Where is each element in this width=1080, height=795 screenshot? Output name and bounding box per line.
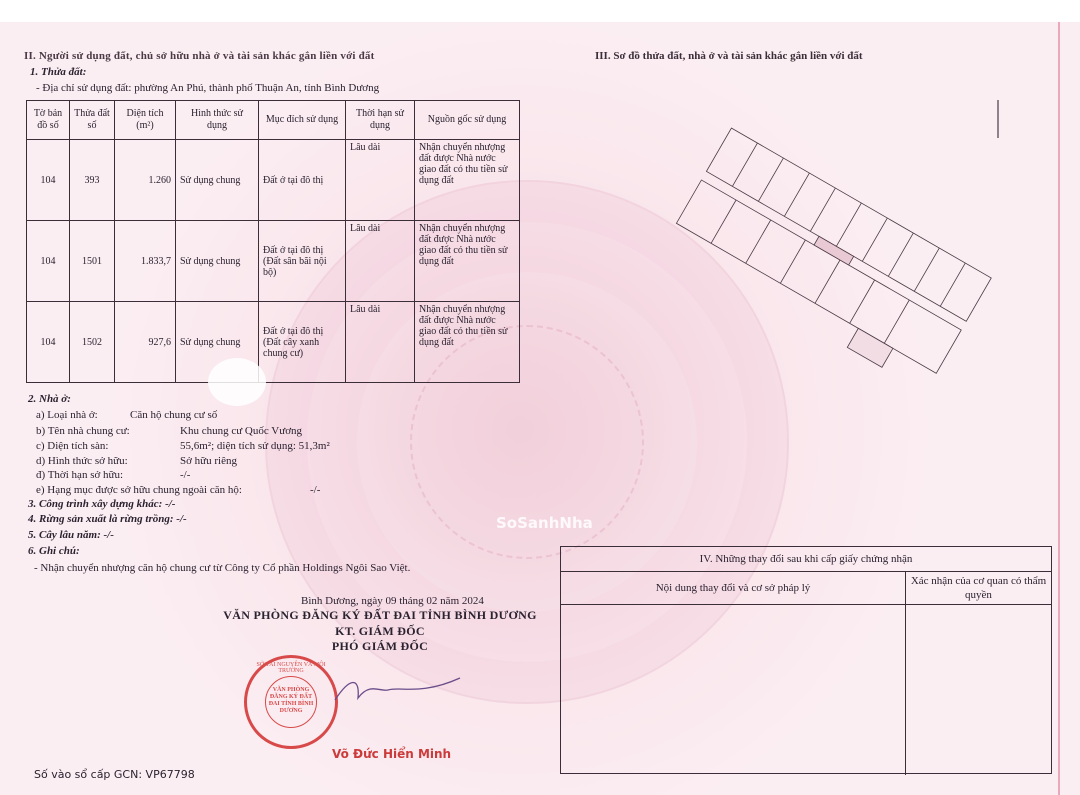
floor-area-value: 55,6m²; diện tích sử dụng: 51,3m² (180, 440, 330, 452)
table-header-row (27, 101, 520, 140)
cell-parcel: 393 (70, 140, 115, 221)
house-type-value: Căn hộ chung cư số (130, 409, 218, 421)
building-name-label: b) Tên nhà chung cư: (36, 425, 130, 437)
changes-header-row (561, 572, 1051, 605)
office-name-text: VĂN PHÒNG ĐĂNG KÝ ĐẤT ĐAI TỈNH BÌNH DƯƠNG (223, 608, 537, 622)
ownership-term-value: -/- (180, 469, 191, 481)
changes-content-cell (561, 605, 906, 775)
cell-map-sheet: 104 (27, 140, 70, 221)
section-other-works: 3. Công trình xây dựng khác: -/- (28, 498, 176, 510)
cell-origin: Nhận chuyển nhượng đất được Nhà nước giao đất có thu tiền sử dụng đất (415, 221, 520, 302)
seal-center (265, 676, 317, 728)
section-forest: 4. Rừng sản xuất là rừng trồng: -/- (28, 513, 187, 525)
certificate-number: Số vào sổ cấp GCN: VP67798 (34, 768, 195, 781)
col-hinh-thuc: Hình thức sử dụng (176, 101, 259, 140)
table-row (27, 221, 520, 302)
seal-ring-text: SỞ TÀI NGUYÊN VÀ MÔI TRƯỜNG (256, 662, 326, 674)
col-thoi-han: Thời hạn sử dụng (346, 101, 415, 140)
col-muc-dich: Mục đích sử dụng (259, 101, 346, 140)
signer-title-2: PHÓ GIÁM ĐỐC (331, 639, 429, 653)
signer-title-1: KT. GIÁM ĐỐC (335, 624, 425, 638)
col-dien-tich: Diện tích (m²) (115, 101, 176, 140)
section-header-left: II. Người sử dụng đất, chủ sở hữu nhà ở và tài sản khác gắn liền với đất (24, 50, 375, 62)
common-items-value: -/- (310, 484, 321, 496)
site-watermark: SoSanhNha (496, 514, 593, 532)
ownership-term-label: đ) Thời hạn sở hữu: (36, 469, 124, 481)
blurred-mark (208, 358, 266, 406)
changes-body (561, 605, 1051, 775)
table-row (27, 302, 520, 383)
cell-purpose: Đất ở tại đô thị (259, 140, 346, 221)
common-items-label: e) Hạng mục được sở hữu chung ngoài căn hộ: (36, 484, 242, 496)
floor-area-label: c) Diện tích sàn: (36, 440, 109, 452)
cell-origin: Nhận chuyển nhượng đất được Nhà nước giao đất có thu tiền sử dụng đất (415, 302, 520, 383)
col-nguon-goc: Nguồn gốc sử dụng (415, 101, 520, 140)
section-house-title: 2. Nhà ở: (28, 393, 71, 405)
house-type-label: a) Loại nhà ở: (36, 409, 98, 421)
section-notes: 6. Ghi chú: (28, 545, 80, 557)
land-address: - Địa chỉ sử dụng đất: phường An Phú, thành phố Thuận An, tỉnh Bình Dương (36, 82, 380, 94)
cell-area: 927,6 (115, 302, 176, 383)
cell-term: Lâu dài (346, 221, 415, 302)
section-header-diagram: III. Sơ đồ thửa đất, nhà ở và tài sản khác gắn liền với đất (595, 50, 863, 62)
cell-purpose: Đất ở tại đô thị (Đất cây xanh chung cư) (259, 302, 346, 383)
col-authority-confirmation: Xác nhận của cơ quan có thẩm quyền (910, 575, 1047, 601)
cell-origin: Nhận chuyển nhượng đất được Nhà nước giao đất có thu tiền sử dụng đất (415, 140, 520, 221)
cell-form: Sử dụng chung (176, 221, 259, 302)
signer-name: Võ Đức Hiển Minh (332, 747, 452, 761)
section-land-title: 1. Thửa đất: (30, 66, 87, 78)
cell-map-sheet: 104 (27, 302, 70, 383)
cell-map-sheet: 104 (27, 221, 70, 302)
ownership-form-value: Sở hữu riêng (180, 455, 237, 467)
office-name (200, 608, 560, 623)
handwritten-signature (330, 672, 470, 712)
cell-term: Lâu dài (346, 140, 415, 221)
cell-parcel: 1501 (70, 221, 115, 302)
seal-center-text: VĂN PHÒNG ĐĂNG KÝ ĐẤT ĐAI TỈNH BÌNH DƯƠNG (268, 687, 314, 714)
screen-top-bar (0, 0, 1080, 22)
cell-parcel: 1502 (70, 302, 115, 383)
building-name-value: Khu chung cư Quốc Vương (180, 425, 303, 437)
cell-form: Sử dụng chung (176, 302, 259, 383)
cell-area: 1.260 (115, 140, 176, 221)
cell-form: Sử dụng chung (176, 140, 259, 221)
floor-plan-diagram (640, 90, 1040, 430)
cell-area: 1.833,7 (115, 221, 176, 302)
section-perennial: 5. Cây lâu năm: -/- (28, 529, 114, 541)
ownership-form-label: d) Hình thức sở hữu: (36, 455, 128, 467)
col-change-content: Nội dung thay đổi và cơ sở pháp lý (561, 572, 906, 604)
red-seal-stamp (244, 655, 338, 749)
changes-title: IV. Những thay đổi sau khi cấp giấy chứng nhận (561, 547, 1051, 572)
signer-title-block (300, 624, 460, 654)
cell-term: Lâu dài (346, 302, 415, 383)
page-edge-line (1058, 22, 1060, 795)
col-thua-dat: Thửa đất số (70, 101, 115, 140)
table-row (27, 140, 520, 221)
changes-after-issue-table (560, 546, 1052, 774)
col-to-ban-do: Tờ bản đồ số (27, 101, 70, 140)
cell-purpose: Đất ở tại đô thị (Đất sân bãi nội bộ) (259, 221, 346, 302)
note-line: - Nhận chuyển nhượng căn hộ chung cư từ Công ty Cổ phần Holdings Ngôi Sao Việt. (34, 562, 411, 574)
land-parcels-table (26, 100, 520, 383)
issue-date: Bình Dương, ngày 09 tháng 02 năm 2024 (301, 595, 484, 607)
